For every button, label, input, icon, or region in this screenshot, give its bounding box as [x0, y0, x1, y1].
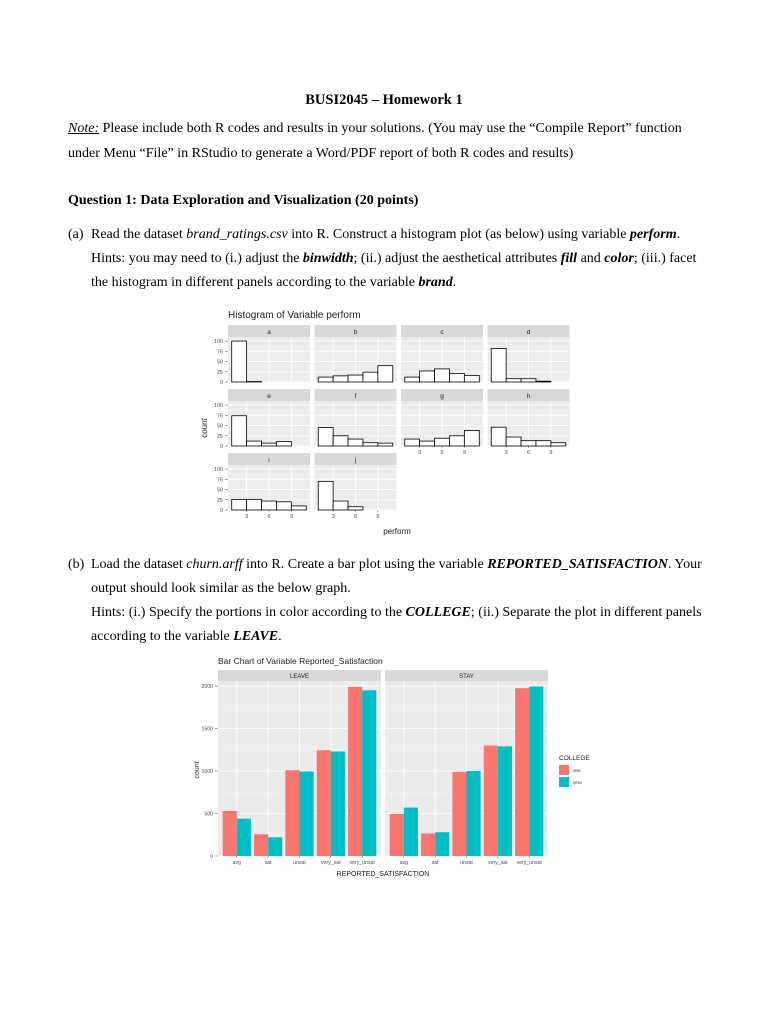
facet-label: d — [526, 329, 531, 336]
keyword: brand — [418, 275, 453, 290]
bar — [484, 746, 498, 856]
y-tick-label: 500 — [204, 811, 213, 818]
y-tick-label: 100 — [213, 339, 223, 346]
facet-label: e — [267, 393, 271, 400]
x-tick-label: 3 — [245, 514, 249, 520]
y-tick-label: 25 — [216, 497, 223, 504]
legend-label: zero — [573, 780, 582, 785]
histogram-bar — [291, 506, 306, 510]
chart-title: Histogram of Variable perform — [228, 310, 361, 321]
x-tick-label: 3 — [331, 514, 335, 520]
x-tick-label: 3 — [504, 450, 508, 456]
part-b-line-2: output should look similar as the below graph. — [91, 581, 351, 596]
part-b-label: (b) — [68, 557, 85, 572]
y-tick-label: 75 — [216, 477, 223, 484]
legend-swatch — [559, 777, 569, 787]
document-title: BUSI2045 – Homework 1 — [305, 92, 463, 108]
y-tick-label: 1000 — [201, 769, 213, 776]
bar — [285, 770, 299, 856]
note-label: Note: — [68, 121, 100, 136]
y-axis-title: count — [194, 761, 201, 779]
part-b-line-3 — [91, 605, 702, 621]
facet-label: j — [354, 457, 357, 464]
legend-swatch — [559, 765, 569, 775]
question-1-heading: Question 1: Data Exploration and Visualization (20 points) — [68, 193, 419, 208]
legend-label: one — [573, 768, 581, 773]
bar — [390, 814, 404, 856]
facet-label: i — [268, 457, 270, 464]
bar — [300, 771, 314, 856]
facet-label: LEAVE — [290, 674, 309, 680]
histogram-bar — [449, 373, 464, 382]
text: and — [577, 251, 605, 266]
bar — [435, 832, 449, 856]
y-tick-label: 50 — [216, 487, 223, 494]
text: ; (ii.) adjust the aesthetical attributes — [353, 251, 561, 266]
bar — [268, 837, 282, 856]
y-tick-label: 25 — [216, 369, 223, 376]
histogram-bar — [420, 371, 435, 382]
histogram-bar — [262, 501, 277, 510]
facet-label: h — [526, 393, 531, 400]
histogram-bar — [232, 341, 247, 382]
note-line-2: under Menu “File” in RStudio to generate a Word/PDF report of both R codes and results) — [68, 146, 574, 161]
histogram-bar — [247, 441, 262, 446]
y-tick-label: 25 — [216, 433, 223, 440]
histogram-bar — [333, 501, 348, 510]
text: Read the dataset — [91, 227, 187, 242]
histogram-bar — [276, 442, 291, 447]
histogram-bar — [449, 436, 464, 446]
histogram-bar — [378, 366, 393, 382]
histogram-bar — [333, 436, 348, 446]
histogram-bar — [405, 377, 420, 382]
histogram-bar — [232, 499, 247, 510]
bar — [317, 750, 331, 856]
x-tick-label: unsat — [293, 860, 306, 866]
x-tick-label: 9 — [549, 450, 553, 456]
x-tick-label: very_sat — [488, 860, 508, 866]
x-tick-label: 3 — [418, 450, 422, 456]
histogram-bar — [435, 438, 450, 446]
y-tick-label: 2000 — [201, 684, 213, 691]
x-tick-label: 6 — [526, 450, 531, 456]
text: into R. Create a bar plot using the variable — [242, 557, 488, 572]
histogram-bar — [348, 375, 363, 382]
histogram-bar — [464, 430, 479, 446]
histogram-bar — [232, 416, 247, 446]
histogram-bar — [405, 439, 420, 446]
y-axis-title: count — [200, 418, 209, 438]
facet-label: f — [354, 393, 357, 400]
bar — [237, 819, 251, 856]
facet-label: b — [353, 329, 358, 336]
y-tick-label: 50 — [216, 359, 223, 366]
bar — [404, 808, 418, 856]
x-tick-label: very_sat — [321, 860, 341, 866]
histogram-bar — [536, 441, 551, 446]
histogram-bar — [363, 372, 378, 382]
x-tick-label: very_unsat — [349, 860, 375, 866]
y-tick-label: 0 — [210, 854, 213, 860]
y-tick-label: 100 — [213, 403, 223, 410]
text: Hints: (i.) Specify the portions in color according to the — [91, 605, 406, 620]
x-tick-label: 9 — [376, 514, 380, 520]
x-tick-label: 6 — [353, 514, 358, 520]
part-a-label: (a) — [68, 227, 84, 242]
text: ; (ii.) Separate the plot in different panels — [470, 605, 702, 620]
keyword: COLLEGE — [405, 605, 471, 620]
text: . — [278, 629, 282, 644]
x-tick-label: 9 — [462, 450, 466, 456]
text: . — [452, 275, 457, 290]
text: ; (iii.) facet — [633, 251, 697, 266]
y-tick-label: 0 — [219, 508, 223, 514]
keyword: LEAVE — [233, 629, 279, 644]
file-name: churn.arff — [186, 557, 243, 572]
facet-label: c — [440, 329, 444, 336]
x-tick-label: avg — [399, 860, 408, 866]
y-tick-label: 0 — [219, 380, 223, 386]
bar — [348, 687, 362, 856]
histogram-bar — [318, 481, 333, 510]
histogram-bar — [318, 428, 333, 446]
text: the histogram in different panels according to the variable — [91, 275, 419, 290]
histogram-bar — [536, 381, 551, 382]
text: into R. Construct a histogram plot (as below) using variable — [287, 227, 630, 242]
histogram-bar — [491, 427, 506, 446]
bar — [452, 772, 466, 856]
part-b-line-4 — [91, 629, 282, 645]
x-axis-title: REPORTED_SATISFACTION — [336, 871, 430, 878]
text: according to the variable — [91, 629, 234, 644]
facet-label: g — [440, 393, 444, 400]
bar — [515, 688, 529, 856]
histogram-bar — [435, 369, 450, 382]
chart-title: Bar Chart of Variable Reported_Satisfaction — [218, 656, 383, 666]
histogram-bar — [247, 499, 262, 510]
histogram-bar — [276, 502, 291, 510]
text: . Your — [667, 557, 702, 572]
histogram-bar — [318, 377, 333, 382]
histogram-bar — [420, 441, 435, 446]
histogram-bar — [348, 439, 363, 446]
x-tick-label: very_unsat — [516, 860, 542, 866]
histogram-bar — [348, 507, 363, 510]
bar — [467, 771, 481, 856]
keyword: color — [604, 251, 634, 266]
text: . — [676, 227, 681, 242]
y-tick-label: 100 — [213, 467, 223, 474]
y-tick-label: 0 — [219, 444, 223, 450]
y-tick-label: 75 — [216, 413, 223, 420]
histogram-bar — [551, 443, 566, 446]
bar — [498, 746, 512, 856]
histogram-bar — [506, 437, 521, 446]
histogram-bar — [521, 379, 536, 382]
x-tick-label: sat — [431, 860, 439, 866]
histogram-bar — [491, 348, 506, 382]
y-tick-label: 1500 — [201, 726, 213, 733]
keyword: fill — [560, 251, 578, 266]
x-tick-label: avg — [232, 860, 241, 866]
file-name: brand_ratings.csv — [186, 227, 288, 242]
histogram-bar — [363, 443, 378, 446]
variable-name: perform — [629, 227, 677, 242]
x-tick-label: 6 — [267, 514, 271, 520]
y-tick-label: 50 — [216, 423, 223, 430]
x-tick-label: unsat — [460, 860, 473, 866]
bar — [421, 833, 435, 856]
text: Hints: you may need to (i.) adjust the — [91, 251, 303, 266]
facet-label: STAY — [459, 674, 474, 680]
x-tick-label: 6 — [440, 450, 444, 456]
y-tick-label: 75 — [216, 349, 223, 356]
histogram-bar — [262, 443, 277, 446]
facet-label: a — [267, 329, 271, 336]
histogram-bar — [521, 441, 536, 446]
legend-title: COLLEGE — [559, 755, 590, 762]
bar — [362, 690, 376, 856]
bar — [254, 834, 268, 856]
bar — [529, 687, 543, 856]
histogram-bar — [464, 375, 479, 382]
histogram-bar — [333, 376, 348, 382]
text: Load the dataset — [91, 557, 187, 572]
histogram-bar — [378, 443, 393, 446]
x-axis-title: perform — [383, 527, 411, 536]
note-text-1: Please include both R codes and results in your solutions. (You may use the “Compile Report” function — [99, 121, 682, 136]
bar — [223, 811, 237, 856]
x-tick-label: sat — [264, 860, 272, 866]
part-b-line-1 — [91, 557, 702, 573]
histogram-bar — [506, 379, 521, 382]
bar — [331, 752, 345, 856]
variable-name: REPORTED_SATISFACTION — [487, 557, 668, 572]
keyword: binwidth — [302, 251, 354, 266]
x-tick-label: 9 — [289, 514, 293, 520]
